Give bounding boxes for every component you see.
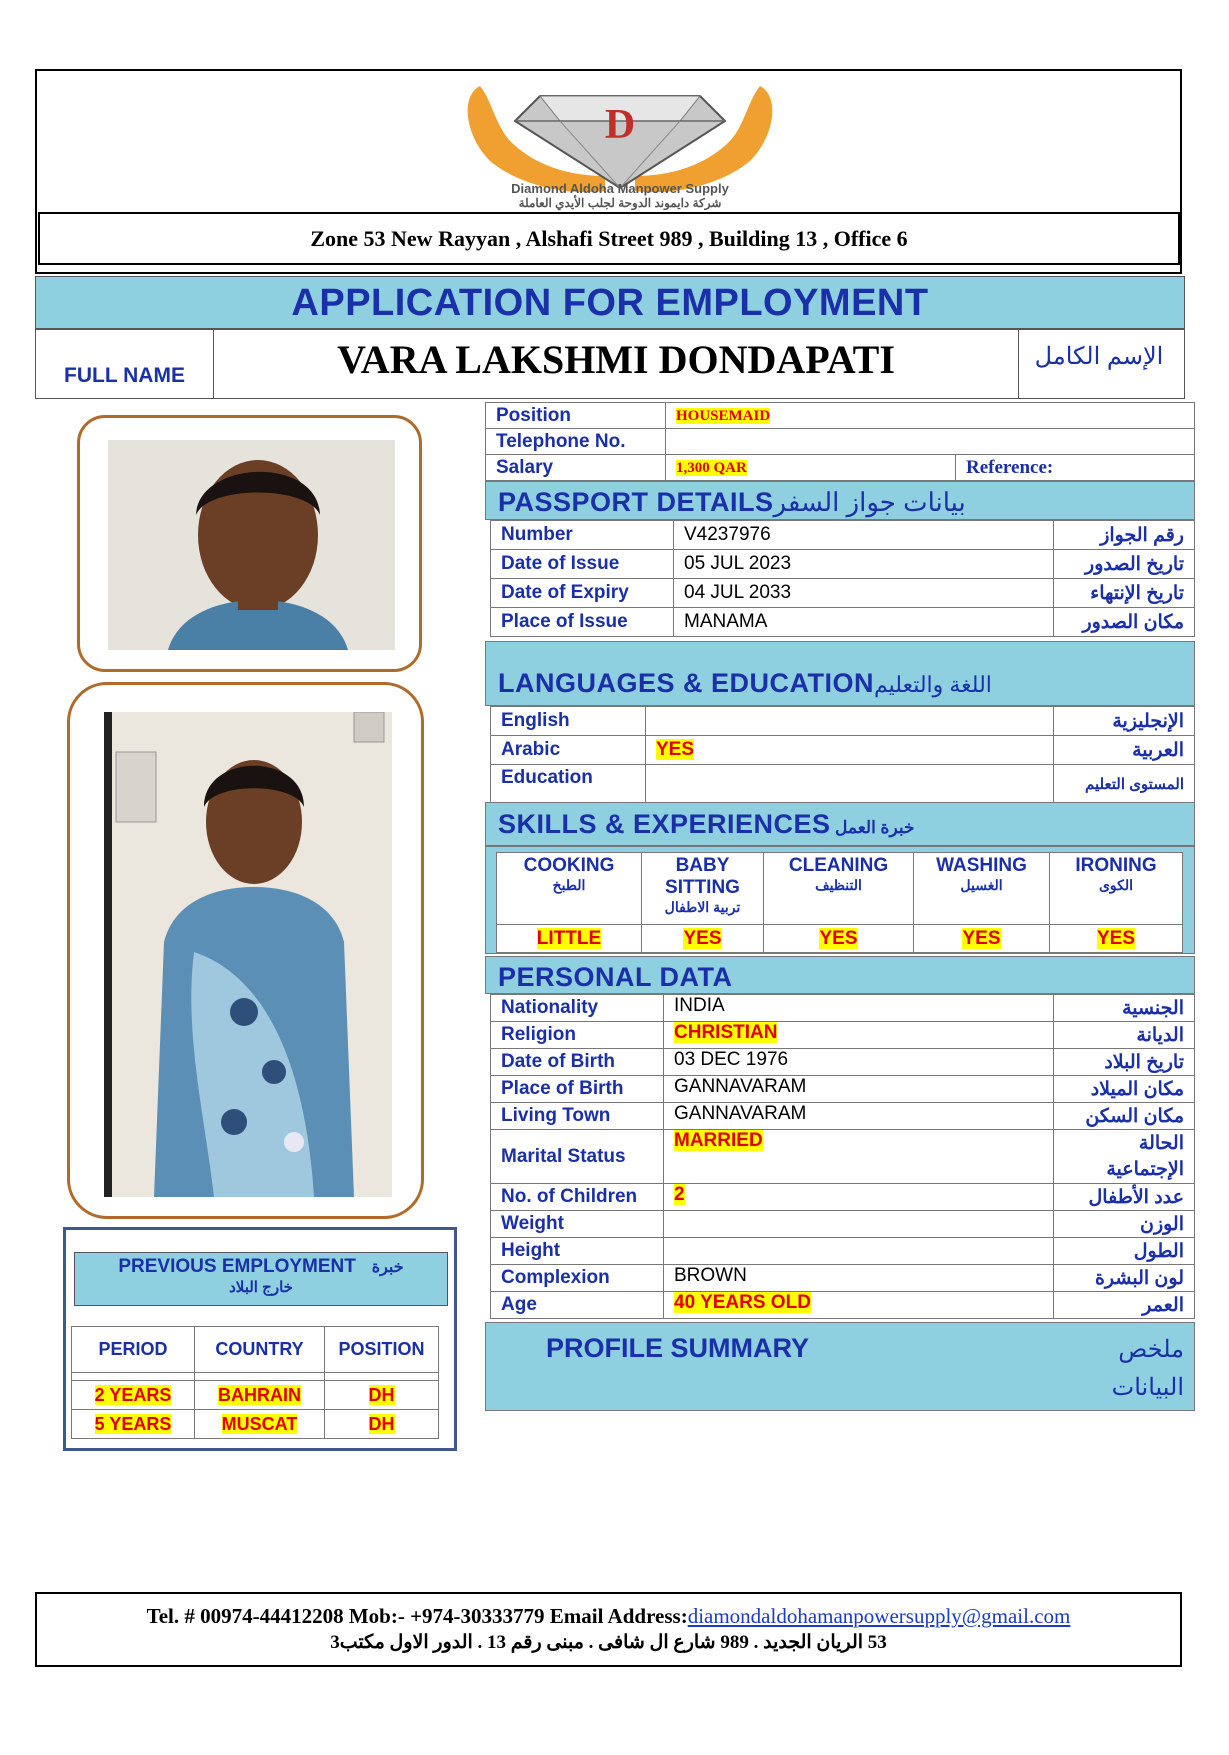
- skill-baby-sitting: BABY SITTING تربية الاطفال: [642, 853, 764, 925]
- full-name-label-ar: الإسم الكامل: [1034, 343, 1164, 370]
- place-of-issue-label-ar: مكان الصدور: [1054, 608, 1195, 637]
- skill-cleaning: CLEANING التنظيف: [764, 853, 914, 925]
- complexion-label-ar: لون البشرة: [1054, 1265, 1195, 1292]
- weight-label-ar: الوزن: [1054, 1211, 1195, 1238]
- place-of-birth-value: GANNAVARAM: [664, 1076, 1054, 1103]
- complexion-value: BROWN: [664, 1265, 1054, 1292]
- religion-label: Religion: [491, 1022, 664, 1049]
- table-row: [491, 1049, 1195, 1076]
- languages-table: [490, 706, 1195, 803]
- photo-fullbody: [104, 712, 392, 1197]
- age-value: 40 YEARS OLD: [674, 1292, 811, 1313]
- arabic-value: YES: [656, 739, 695, 760]
- passport-title-ar: بيانات جواز السفر: [773, 487, 966, 517]
- marital-status-label: Marital Status: [491, 1130, 664, 1184]
- skill-cooking-value: LITTLE: [536, 927, 602, 949]
- prev-period: 5 YEARS: [94, 1413, 172, 1434]
- living-town-value: GANNAVARAM: [664, 1103, 1054, 1130]
- profile-summary-title-ar-1: ملخص: [1118, 1336, 1184, 1363]
- issue-date-label-ar: تاريخ الصدور: [1054, 550, 1195, 579]
- age-label-ar: العمر: [1054, 1292, 1195, 1319]
- languages-title: LANGUAGES & EDUCATION: [498, 668, 875, 698]
- skills-title: SKILLS & EXPERIENCES: [498, 809, 831, 839]
- profile-summary-bar: [485, 1322, 1195, 1411]
- telephone-value: [666, 429, 1195, 455]
- table-row: [72, 1410, 439, 1439]
- education-value: [646, 765, 1054, 803]
- table-row: [491, 1265, 1195, 1292]
- prev-country: BAHRAIN: [218, 1384, 301, 1405]
- prev-col-country: COUNTRY: [195, 1327, 325, 1373]
- previous-employment-title: PREVIOUS EMPLOYMENT: [118, 1256, 356, 1277]
- full-name-row: [35, 329, 1185, 399]
- weight-value: [664, 1211, 1054, 1238]
- table-row: [491, 1238, 1195, 1265]
- previous-employment-table: [71, 1326, 439, 1439]
- previous-employment-title-ar-1: خبرة: [371, 1259, 404, 1276]
- passport-table: [490, 520, 1195, 637]
- page-title: APPLICATION FOR EMPLOYMENT: [291, 282, 929, 324]
- marital-status-value: MARRIED: [674, 1130, 763, 1151]
- company-name-ar: شركة دايموند الدوحة لجلب الأيدي العاملة: [518, 196, 722, 210]
- reference-label: Reference:: [956, 455, 1195, 481]
- date-of-birth-label-ar: تاريخ البلاد: [1054, 1049, 1195, 1076]
- table-row: [491, 707, 1195, 736]
- table-row: [491, 765, 1195, 803]
- skill-washing-value: YES: [962, 927, 1001, 949]
- age-label: Age: [491, 1292, 664, 1319]
- skills-title-ar: خبرة العمل: [835, 818, 915, 837]
- skill-baby-sitting-value: YES: [683, 927, 722, 949]
- personal-title: PERSONAL DATA: [498, 962, 733, 992]
- table-row: [72, 1381, 439, 1410]
- prev-country: MUSCAT: [221, 1413, 298, 1434]
- prev-col-period: PERIOD: [72, 1327, 195, 1373]
- religion-label-ar: الديانة: [1054, 1022, 1195, 1049]
- page-title-bar: [35, 276, 1185, 329]
- expiry-date-value: 04 JUL 2033: [674, 579, 1054, 608]
- marital-status-label-ar: الحالة الإجتماعية: [1054, 1130, 1195, 1184]
- table-row: [491, 1130, 1195, 1184]
- salary-value: 1,300 QAR: [676, 459, 747, 476]
- table-row: [491, 995, 1195, 1022]
- children-label: No. of Children: [491, 1184, 664, 1211]
- expiry-date-label: Date of Expiry: [491, 579, 674, 608]
- table-row: [491, 1076, 1195, 1103]
- nationality-label: Nationality: [491, 995, 664, 1022]
- position-label: Position: [486, 403, 666, 429]
- table-row: [491, 1103, 1195, 1130]
- photo-fullbody-frame: [67, 682, 424, 1219]
- profile-summary-title: PROFILE SUMMARY: [546, 1333, 809, 1363]
- english-label-ar: الإنجليزية: [1054, 707, 1195, 736]
- table-row: [491, 1184, 1195, 1211]
- living-town-label-ar: مكان السكن: [1054, 1103, 1195, 1130]
- complexion-label: Complexion: [491, 1265, 664, 1292]
- english-label: English: [491, 707, 646, 736]
- table-row: [491, 579, 1195, 608]
- profile-summary-title-ar-2: البيانات: [1111, 1374, 1184, 1401]
- place-of-issue-value: MANAMA: [674, 608, 1054, 637]
- height-label-ar: الطول: [1054, 1238, 1195, 1265]
- date-of-birth-label: Date of Birth: [491, 1049, 664, 1076]
- footer-contact: Tel. # 00974-44412208 Mob:- +974-30333779 Email Address:: [146, 1604, 688, 1628]
- svg-text:D: D: [604, 102, 636, 148]
- prev-period: 2 YEARS: [94, 1384, 172, 1405]
- height-label: Height: [491, 1238, 664, 1265]
- english-value: [646, 707, 1054, 736]
- nationality-label-ar: الجنسية: [1054, 995, 1195, 1022]
- full-name-label: FULL NAME: [36, 330, 214, 398]
- date-of-birth-value: 03 DEC 1976: [664, 1049, 1054, 1076]
- passport-number-value: V4237976: [674, 521, 1054, 550]
- table-row: [491, 608, 1195, 637]
- education-label-ar: المستوى التعليم: [1054, 765, 1195, 803]
- nationality-value: INDIA: [664, 995, 1054, 1022]
- position-value: HOUSEMAID: [676, 407, 771, 424]
- skill-washing: WASHING الغسيل: [914, 853, 1050, 925]
- skill-cleaning-value: YES: [819, 927, 858, 949]
- children-value: 2: [674, 1184, 685, 1205]
- company-name-en: Diamond Aldoha Manpower Supply: [511, 181, 729, 196]
- prev-position: DH: [368, 1413, 395, 1434]
- address-line: Zone 53 New Rayyan , Alshafi Street 989 , Building 13 , Office 6: [38, 212, 1180, 265]
- skill-ironing-value: YES: [1096, 927, 1136, 949]
- languages-title-bar: [485, 641, 1195, 706]
- height-value: [664, 1238, 1054, 1265]
- table-row: [491, 521, 1195, 550]
- issue-date-label: Date of Issue: [491, 550, 674, 579]
- telephone-label: Telephone No.: [486, 429, 666, 455]
- photo-headshot-frame: [77, 415, 422, 672]
- skills-table: [496, 852, 1183, 953]
- children-label-ar: عدد الأطفال: [1054, 1184, 1195, 1211]
- religion-value: CHRISTIAN: [674, 1022, 778, 1043]
- full-name-value: VARA LAKSHMI DONDAPATI: [214, 330, 1019, 398]
- table-row: [491, 1292, 1195, 1319]
- previous-employment-title-bar: [74, 1252, 448, 1306]
- footer-email-link[interactable]: diamondaldohamanpowersupply@gmail.com: [687, 1604, 1071, 1628]
- prev-position: DH: [368, 1384, 395, 1405]
- table-row: [491, 1211, 1195, 1238]
- skills-title-bar: [485, 802, 1195, 846]
- arabic-label-ar: العربية: [1054, 736, 1195, 765]
- weight-label: Weight: [491, 1211, 664, 1238]
- table-row: [491, 550, 1195, 579]
- skill-cooking: COOKING الطبخ: [497, 853, 642, 925]
- salary-label: Salary: [486, 455, 666, 481]
- photo-headshot: [108, 440, 395, 650]
- passport-title-bar: [485, 481, 1195, 520]
- education-label: Education: [491, 765, 646, 803]
- skill-ironing: IRONING الكوى: [1050, 853, 1183, 925]
- passport-number-label-ar: رقم الجواز: [1054, 521, 1195, 550]
- place-of-issue-label: Place of Issue: [491, 608, 674, 637]
- passport-number-label: Number: [491, 521, 674, 550]
- footer-address-ar: 53 الريان الجديد . 989 شارع ال شافى . مبنى رقم 13 . الدور الاول مكتب3: [330, 1632, 887, 1653]
- personal-table: [490, 994, 1195, 1319]
- issue-date-value: 05 JUL 2023: [674, 550, 1054, 579]
- place-of-birth-label: Place of Birth: [491, 1076, 664, 1103]
- previous-employment-title-ar-2: خارج البلاد: [229, 1279, 293, 1296]
- languages-title-ar: اللغة والتعليم: [874, 672, 992, 697]
- passport-title: PASSPORT DETAILS: [498, 487, 774, 517]
- job-table: [485, 402, 1195, 481]
- table-row: [491, 736, 1195, 765]
- living-town-label: Living Town: [491, 1103, 664, 1130]
- personal-title-bar: [485, 956, 1195, 994]
- prev-col-position: POSITION: [325, 1327, 439, 1373]
- arabic-label: Arabic: [491, 736, 646, 765]
- footer-box: [35, 1592, 1182, 1667]
- expiry-date-label-ar: تاريخ الإنتهاء: [1054, 579, 1195, 608]
- place-of-birth-label-ar: مكان الميلاد: [1054, 1076, 1195, 1103]
- table-row: [491, 1022, 1195, 1049]
